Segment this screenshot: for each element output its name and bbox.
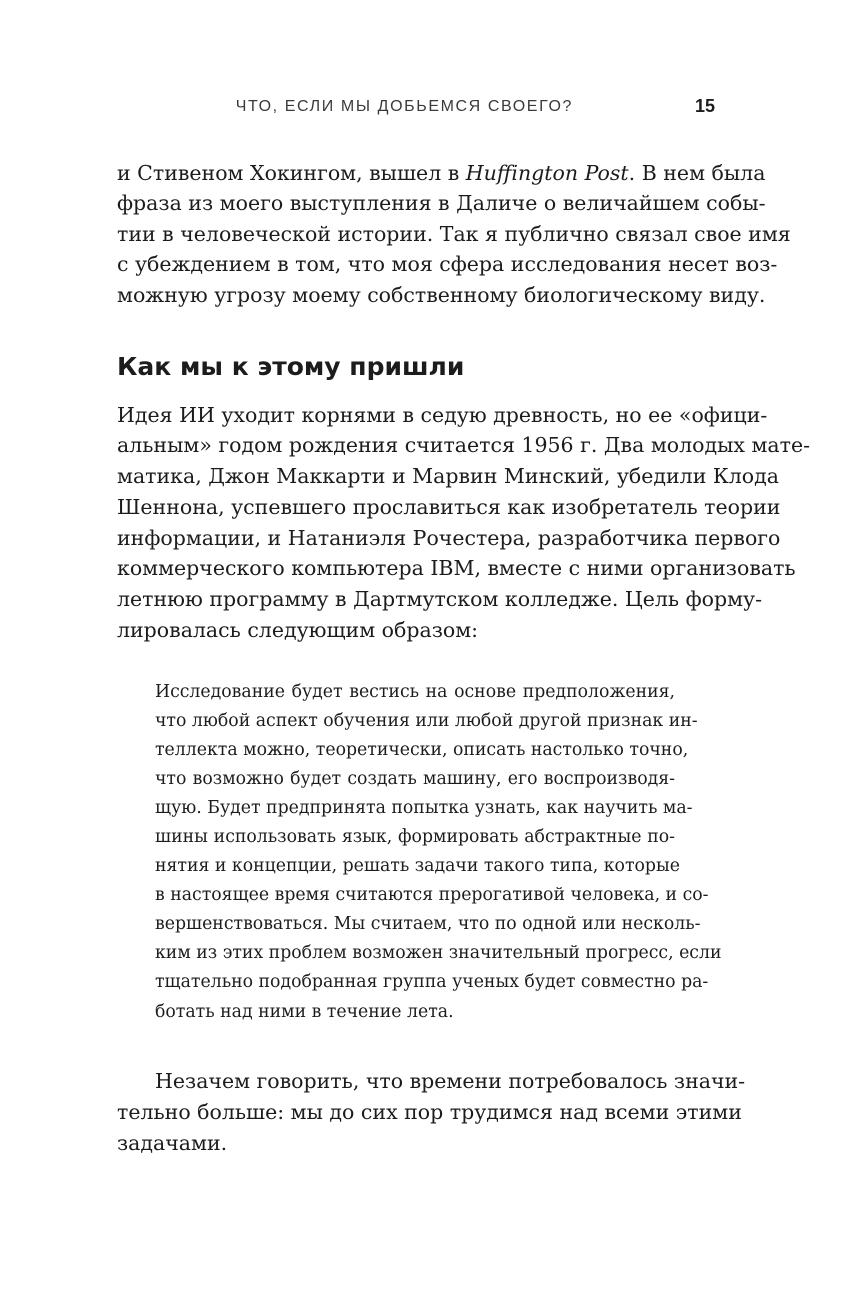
paragraph-line: информации, и Натаниэля Рочестера, разработчика первого (117, 526, 781, 550)
section-heading: Как мы к этому пришли (117, 352, 465, 381)
paragraph-line: коммерческого компьютера IBM, вместе с ними организовать (117, 556, 796, 580)
paragraph-line: тии в человеческой истории. Так я публично связал свое имя (117, 222, 791, 246)
quote-line: ботать над ними в течение лета. (155, 1002, 454, 1022)
quote-line: ким из этих проблем возможен значительный прогресс, если (155, 943, 722, 963)
paragraph-line: матика, Джон Маккарти и Марвин Минский, убедили Клода (117, 464, 779, 488)
quote-line: тщательно подобранная группа ученых будет совместно ра- (155, 972, 709, 992)
quote-line: вершенствоваться. Мы считаем, что по одной или несколь- (155, 914, 701, 934)
page-number: 15 (695, 96, 716, 116)
running-title: ЧТО, ЕСЛИ МЫ ДОБЬЕМСЯ СВОЕГО? (235, 98, 573, 115)
quote-line: что возможно будет создать машину, его воспроизводя- (155, 769, 675, 789)
quote-line: шины использовать язык, формировать абстрактные по- (155, 827, 675, 847)
quote-line: в настоящее время считаются прерогативой человека, и со- (155, 885, 709, 905)
paragraph-line: лировалась следующим образом: (117, 618, 479, 642)
quote-line: что любой аспект обучения или любой другой признак ин- (155, 711, 698, 731)
paragraph-line: фраза из моего выступления в Даличе о величайшем собы- (117, 191, 766, 215)
quote-line: Исследование будет вестись на основе предположения, (155, 682, 675, 702)
quote-line: нятия и концепции, решать задачи такого типа, которые (155, 856, 680, 876)
paragraph-line: альным» годом рождения считается 1956 г. Два молодых мате- (117, 433, 811, 457)
running-head (0, 96, 863, 120)
paragraph-line: тельно больше: мы до сих пор трудимся над всеми этими (117, 1100, 742, 1124)
text-run: и Стивеном Хокингом, вышел в (117, 161, 466, 185)
paragraph-line: Идея ИИ уходит корнями в седую древность, но ее «офици- (117, 403, 768, 427)
publication-title: Huffington Post (465, 161, 629, 185)
quote-line: щую. Будет предпринята попытка узнать, как научить ма- (155, 798, 693, 818)
paragraph-line: Незачем говорить, что времени потребовалось значи- (155, 1069, 746, 1093)
text-run: . В нем была (628, 161, 766, 185)
paragraph-line: можную угрозу моему собственному биологическому виду. (117, 283, 766, 307)
paragraph-line: Шеннона, успевшего прославиться как изобретатель теории (117, 495, 781, 519)
paragraph-line: летнюю программу в Дартмутском колледже. Цель форму- (117, 587, 763, 611)
paragraph-line: с убеждением в том, что моя сфера исследования несет воз- (117, 252, 778, 276)
quote-line: теллекта можно, теоретически, описать настолько точно, (155, 740, 689, 760)
paragraph-line (117, 158, 766, 188)
paragraph-line: задачами. (117, 1131, 228, 1155)
